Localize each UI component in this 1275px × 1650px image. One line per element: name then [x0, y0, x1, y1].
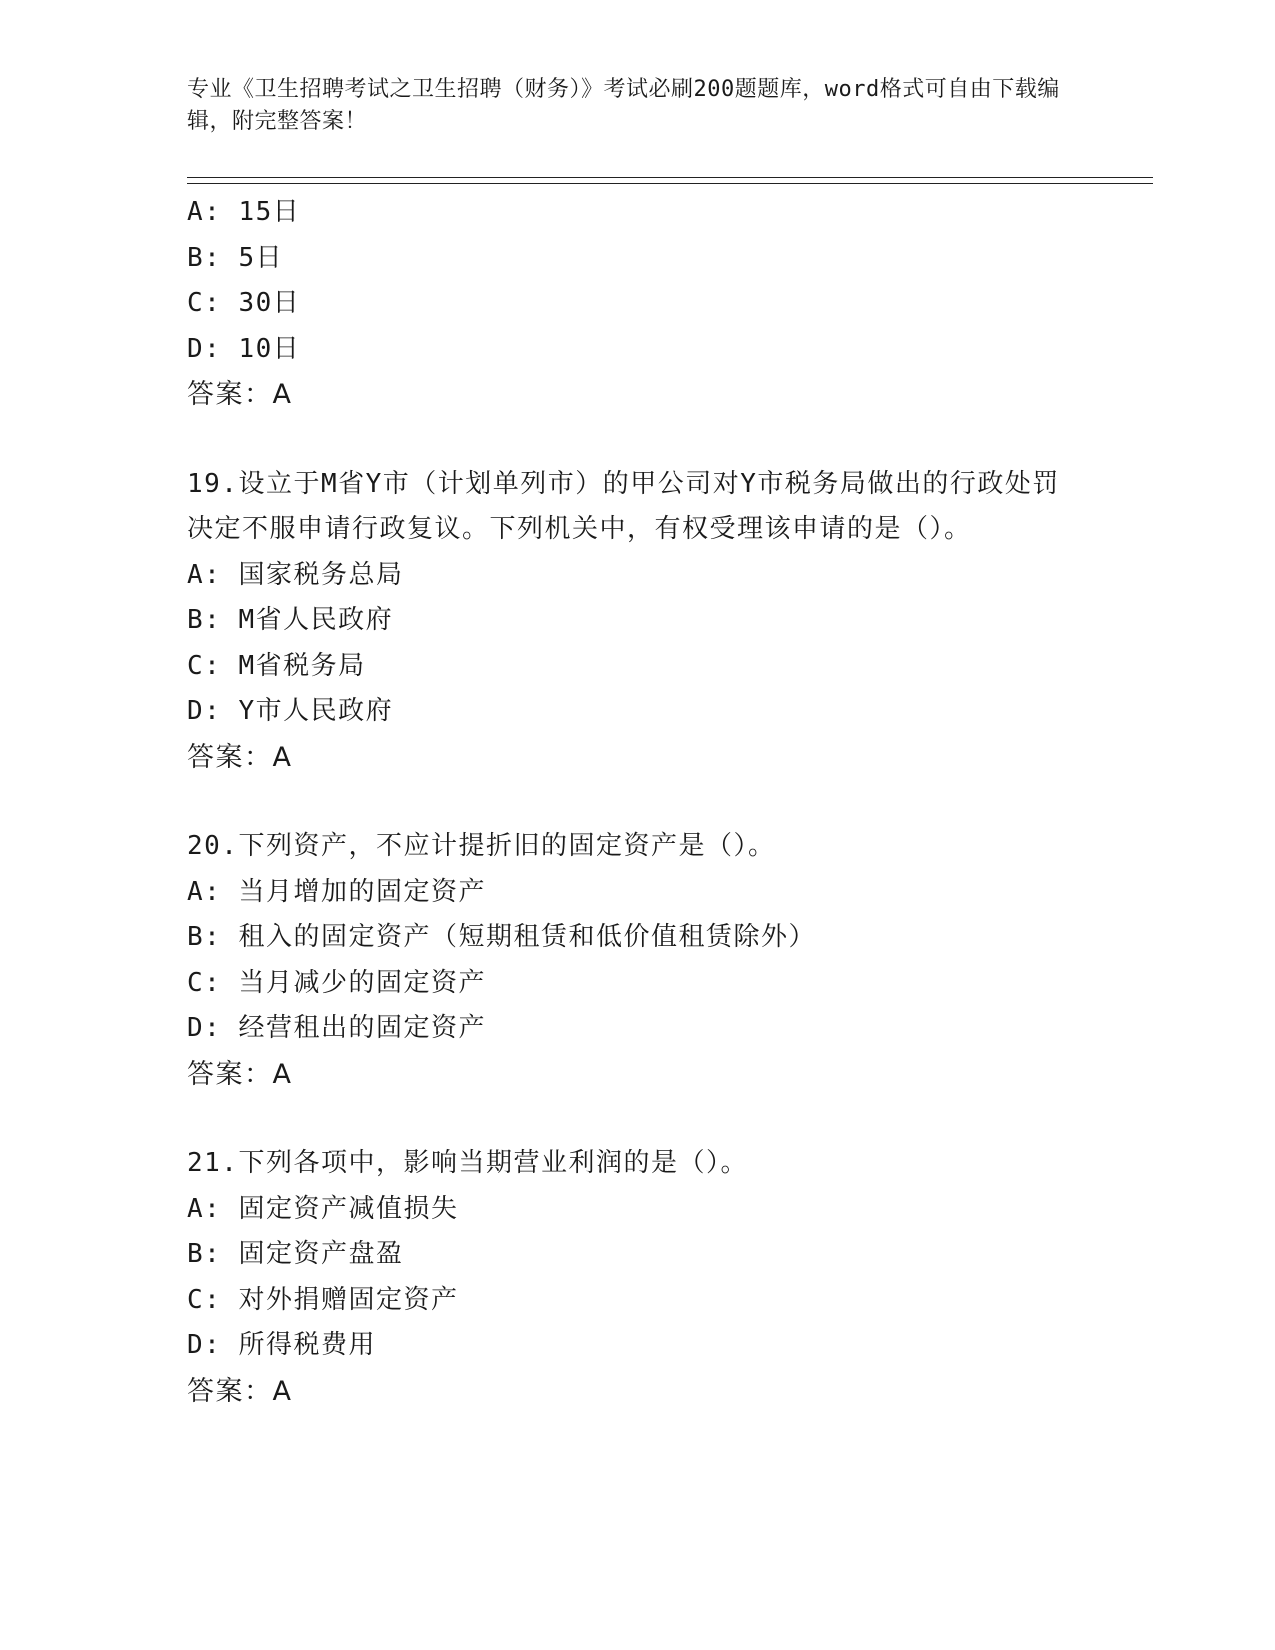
option-b: B: 固定资产盘盈 [187, 1239, 404, 1269]
question-text: 19.设立于M省Y市（计划单列市）的甲公司对Y市税务局做出的行政处罚决定不服申请行政复议。下列机关中，有权受理该申请的是（）。 [187, 468, 1060, 544]
question-text: 20.下列资产，不应计提折旧的固定资产是（）。 [187, 831, 776, 861]
option-a: A: 固定资产减值损失 [187, 1193, 459, 1224]
question-block-19 [187, 462, 1087, 781]
answer-line: 答案：A [187, 1375, 293, 1407]
option-d: D: 经营租出的固定资产 [187, 1013, 486, 1043]
answer-line: 答案：A [187, 1058, 293, 1090]
option-a: A: 国家税务总局 [187, 559, 404, 590]
question-block-20 [187, 824, 1087, 1097]
option-b: B: 租入的固定资产（短期租赁和低价值租赁除外） [187, 922, 816, 952]
question-text: 21.下列各项中，影响当期营业利润的是（）。 [187, 1148, 748, 1178]
option-c: C: 对外捐赠固定资产 [187, 1284, 459, 1315]
option-d: D: 10日 [187, 333, 301, 364]
option-d: D: Y市人民政府 [187, 696, 394, 726]
answer-line: 答案：A [187, 379, 293, 410]
option-d: D: 所得税费用 [187, 1330, 376, 1360]
option-c: C: M省税务局 [187, 650, 366, 681]
question-block-21 [187, 1141, 1087, 1414]
option-b: B: 5日 [187, 242, 284, 273]
question-content [187, 190, 1087, 1414]
option-b: B: M省人民政府 [187, 605, 394, 635]
option-a: A: 15日 [187, 197, 301, 227]
answer-line: 答案：A [187, 741, 293, 773]
header-rule-top [187, 177, 1153, 178]
option-c: C: 当月减少的固定资产 [187, 967, 486, 998]
document-header: 专业《卫生招聘考试之卫生招聘（财务）》考试必刷200题题库，word格式可自由下载编辑，附完整答案！ [187, 77, 1060, 134]
option-a: A: 当月增加的固定资产 [187, 876, 486, 907]
header-rule-bottom [187, 183, 1153, 184]
question-block-prev [187, 190, 1087, 418]
option-c: C: 30日 [187, 288, 301, 318]
